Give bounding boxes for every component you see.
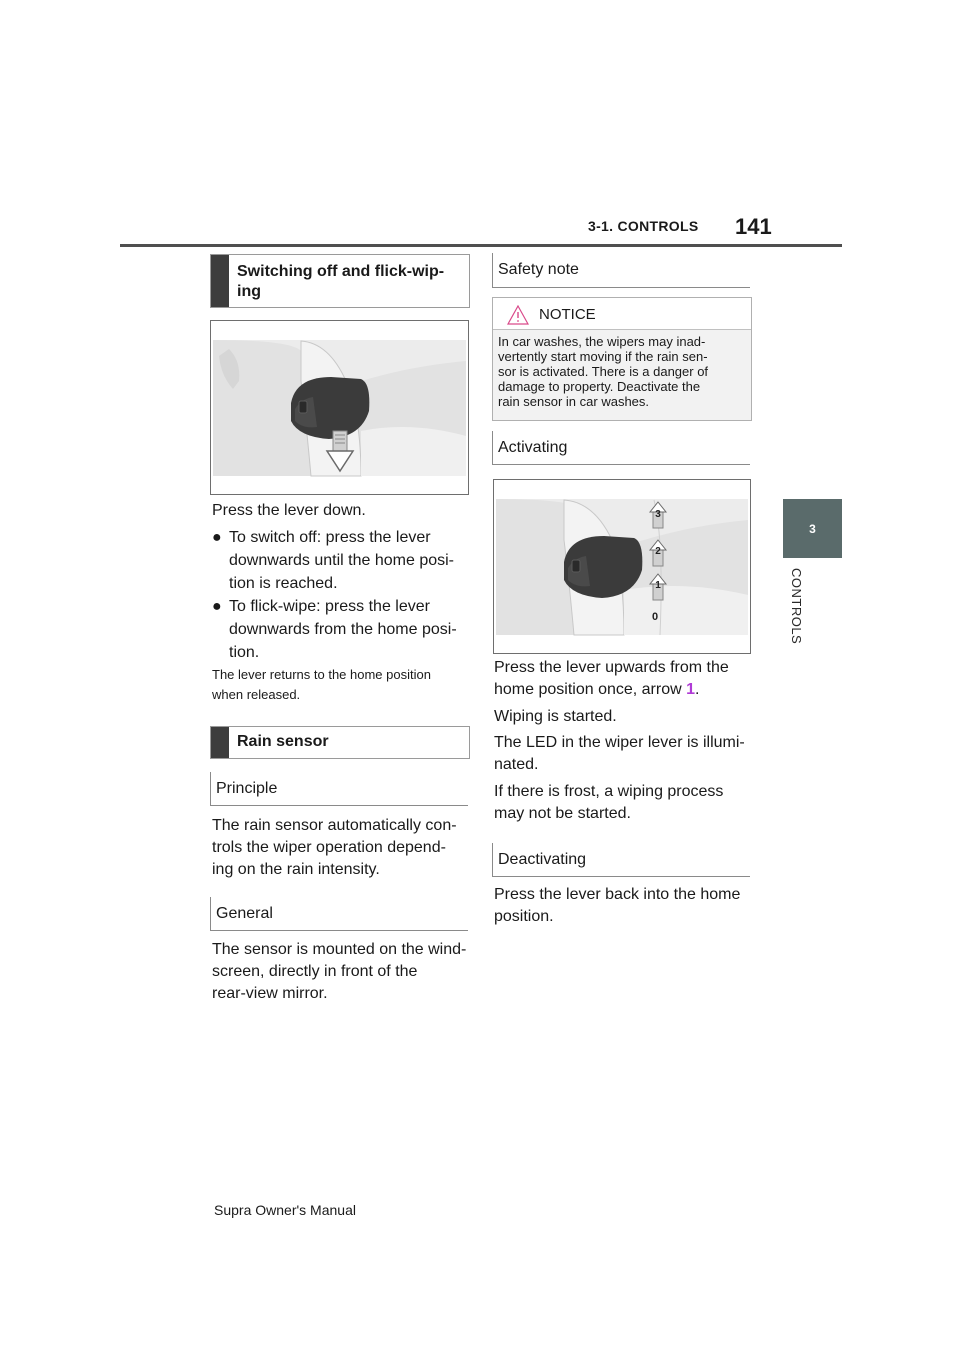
- paragraph: Press the lever back into the home position.: [494, 886, 741, 925]
- notice-box: [492, 297, 752, 421]
- footer-title: Supra Owner's Manual: [214, 1202, 356, 1218]
- section-title: 3-1. CONTROLS: [588, 218, 699, 234]
- subheading-text: Activating: [498, 439, 568, 456]
- header-rule: [120, 244, 842, 247]
- chapter-tab: [783, 499, 842, 558]
- position-label-1: 1: [655, 580, 661, 591]
- heading-text: Switching off and flick-wip-ing: [237, 263, 445, 300]
- bullet-item: ● To switch off: press the lever downwards until the home posi- tion is reached.: [212, 526, 472, 596]
- subheading-principle: [210, 772, 468, 806]
- page-number: 141: [735, 214, 772, 239]
- subheading-activating: [492, 431, 750, 465]
- notice-text: In car washes, the wipers may inad- vertently start moving if the rain sen- sor is activated. There is a danger of damage to property. Deactivate the rain sensor in car washes.: [498, 334, 709, 409]
- paragraph: Press the lever upwards from the home position once, arrow 1.: [494, 659, 729, 698]
- bullet-dot: ●: [212, 598, 222, 615]
- bullet-item: ● To flick-wipe: press the lever downwards from the home posi- tion.: [212, 595, 472, 665]
- position-label-3: 3: [655, 509, 661, 520]
- warning-icon: [507, 305, 529, 325]
- position-label-0: 0: [651, 611, 659, 623]
- subheading-text: Safety note: [498, 261, 579, 278]
- lever-up-image: [494, 480, 750, 653]
- paragraph: Press the lever down.: [212, 502, 366, 519]
- note-text: The lever returns to the home position when released.: [212, 667, 431, 702]
- paragraph: Wiping is started.: [494, 708, 617, 725]
- heading-switching-off: [210, 254, 470, 308]
- subheading-safety-note: [492, 253, 750, 288]
- heading-text: Rain sensor: [237, 733, 329, 750]
- subheading-general: [210, 897, 468, 931]
- arrow-number: 1: [686, 681, 696, 698]
- notice-title: NOTICE: [539, 306, 596, 323]
- chapter-number: 3: [809, 521, 816, 536]
- chapter-label: CONTROLS: [789, 568, 804, 645]
- paragraph: The LED in the wiper lever is illumi- nated.: [494, 734, 745, 773]
- subheading-text: General: [216, 905, 273, 922]
- paragraph: If there is frost, a wiping process may not be started.: [494, 783, 724, 822]
- subheading-text: Principle: [216, 780, 278, 797]
- lever-down-image: [211, 321, 468, 494]
- heading-rain-sensor: [210, 726, 470, 759]
- lever-down-illustration: [210, 320, 469, 495]
- paragraph: The rain sensor automatically con- trols the wiper operation depend- ing on the rain intensity.: [212, 817, 457, 878]
- paragraph: The sensor is mounted on the wind- screen, directly in front of the rear-view mirror.: [212, 941, 467, 1002]
- bullet-dot: ●: [212, 529, 222, 546]
- subheading-text: Deactivating: [498, 851, 587, 868]
- position-label-2: 2: [655, 546, 661, 557]
- lever-up-illustration: [493, 479, 751, 654]
- subheading-deactivating: [492, 843, 750, 877]
